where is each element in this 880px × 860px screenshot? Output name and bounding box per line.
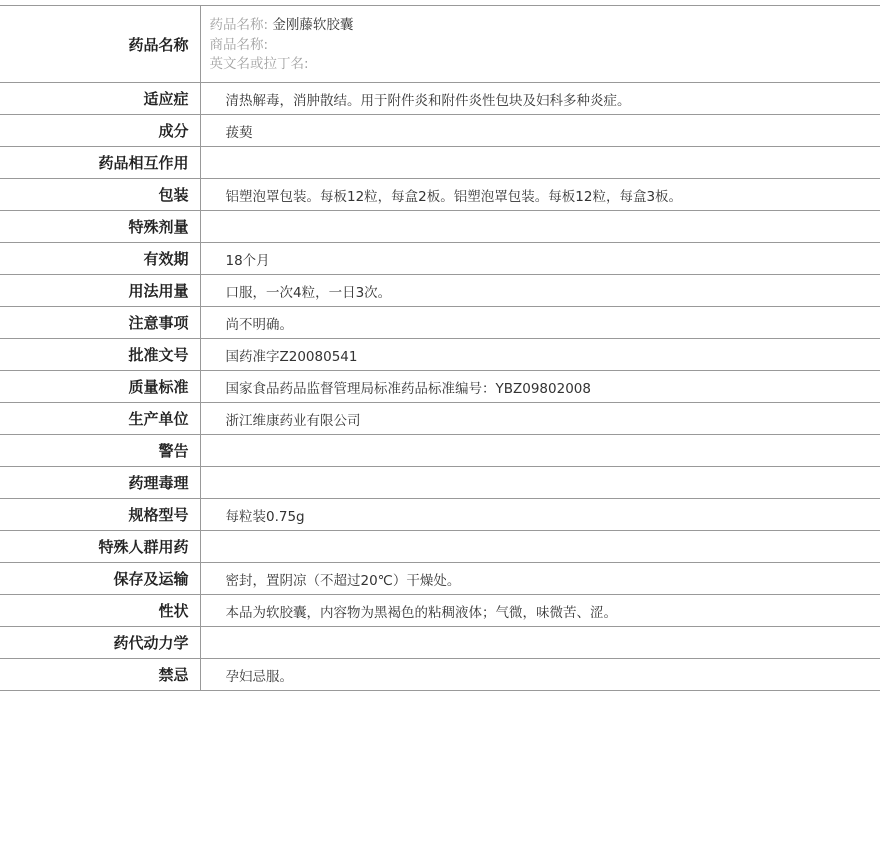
row-description [0,595,880,627]
trade-name-line [210,36,880,56]
row-label: 规格型号 [0,499,200,531]
row-label: 药代动力学 [0,627,200,659]
row-label: 注意事项 [0,307,200,339]
row-dosage [0,275,880,307]
row-label: 成分 [0,115,200,147]
row-value [200,627,880,659]
row-value: 国家食品药品监督管理局标准药品标准编号：YBZ09802008 [200,371,880,403]
row-label: 特殊人群用药 [0,531,200,563]
row-value: 每粒装0.75g [200,499,880,531]
row-value: 清热解毒，消肿散结。用于附件炎和附件炎性包块及妇科多种炎症。 [200,83,880,115]
row-pharmacokinetics [0,627,880,659]
row-indications [0,83,880,115]
trade-name-label: 商品名称: [209,36,269,53]
drug-info-table [0,5,880,691]
row-specification [0,499,880,531]
row-contraindications [0,659,880,691]
row-label: 有效期 [0,243,200,275]
row-approval-number [0,339,880,371]
drug-names-cell [200,6,880,83]
row-value [200,211,880,243]
row-value: 菝葜 [200,115,880,147]
row-value: 本品为软胶囊，内容物为黑褐色的粘稠液体；气微，味微苦、涩。 [200,595,880,627]
row-precautions [0,307,880,339]
row-label: 保存及运输 [0,563,200,595]
row-packaging [0,179,880,211]
english-name-line [210,55,880,75]
english-name-label: 英文名或拉丁名: [209,56,309,72]
generic-name-value: 金刚藤软胶囊 [272,17,354,33]
row-label: 性状 [0,595,200,627]
row-label: 批准文号 [0,339,200,371]
row-label: 禁忌 [0,659,200,691]
row-value: 浙江维康药业有限公司 [200,403,880,435]
row-label: 药理毒理 [0,467,200,499]
row-manufacturer [0,403,880,435]
row-label: 包装 [0,179,200,211]
drug-name-row-label: 药品名称 [0,6,200,83]
row-label: 生产单位 [0,403,200,435]
row-value [200,467,880,499]
row-label: 药品相互作用 [0,147,200,179]
generic-name-label: 药品名称: [209,17,269,33]
row-value: 口服，一次4粒，一日3次。 [200,275,880,307]
row-label: 质量标准 [0,371,200,403]
row-shelf-life [0,243,880,275]
row-label: 警告 [0,435,200,467]
row-value: 孕妇忌服。 [200,659,880,691]
row-label: 特殊剂量 [0,211,200,243]
row-storage [0,563,880,595]
row-warnings [0,435,880,467]
drug-name-row [0,6,880,83]
row-special-populations [0,531,880,563]
row-label: 适应症 [0,83,200,115]
row-quality-standard [0,371,880,403]
row-value: 18个月 [200,243,880,275]
row-value [200,531,880,563]
row-value [200,147,880,179]
row-value [200,435,880,467]
row-label: 用法用量 [0,275,200,307]
row-value: 国药准字Z20080541 [200,339,880,371]
row-interactions [0,147,880,179]
row-value: 尚不明确。 [200,307,880,339]
row-pharmacology [0,467,880,499]
generic-name-line [210,16,880,36]
row-special-dosage [0,211,880,243]
row-value: 密封，置阴凉（不超过20℃）干燥处。 [200,563,880,595]
row-ingredients [0,115,880,147]
row-value: 铝塑泡罩包装。每板12粒，每盒2板。铝塑泡罩包装。每板12粒，每盒3板。 [200,179,880,211]
